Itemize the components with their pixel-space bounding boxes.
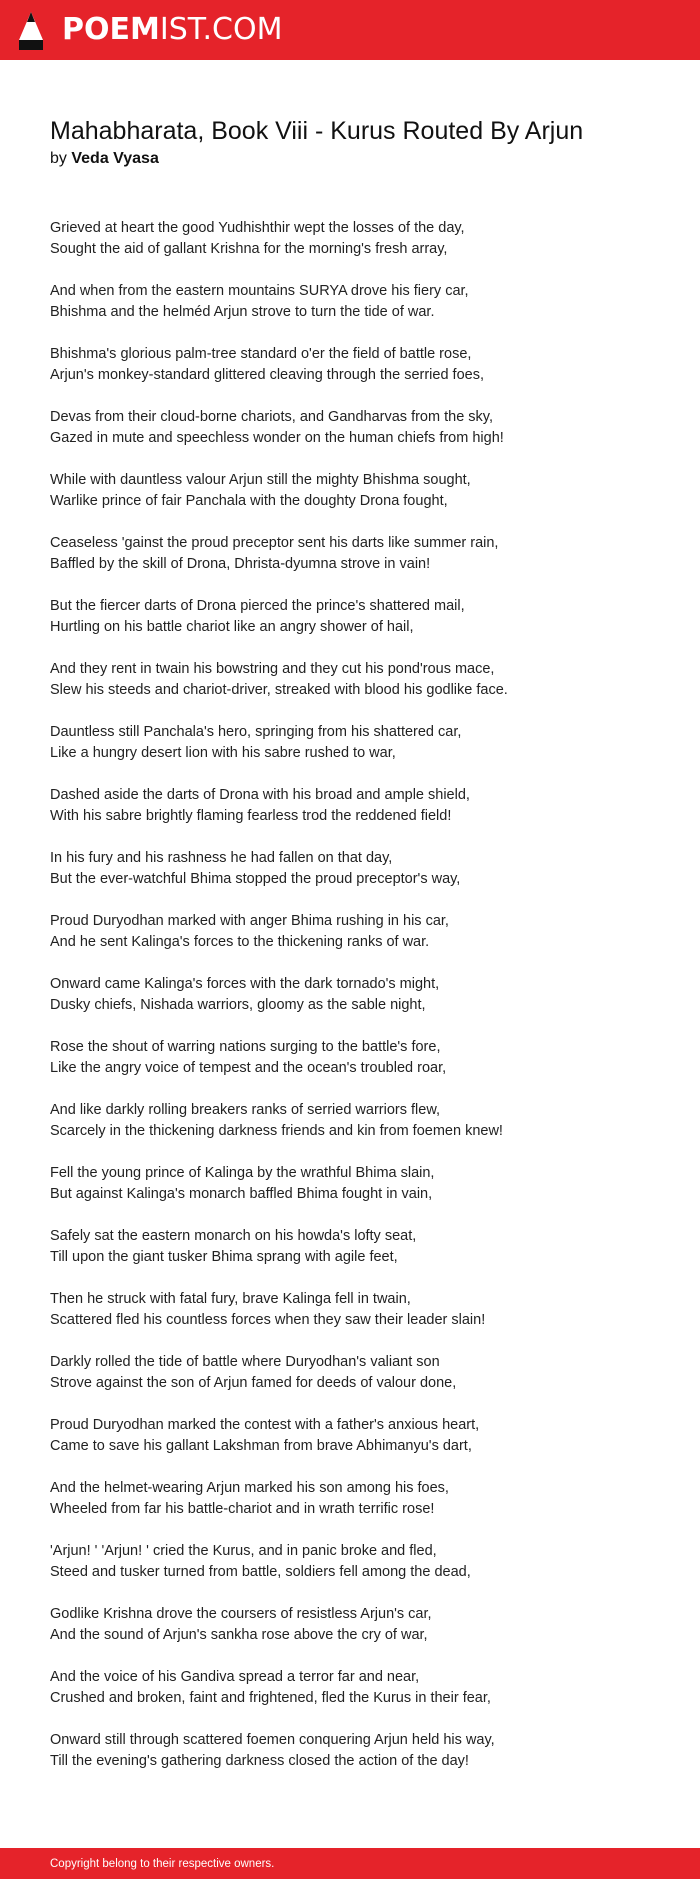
logo-light-text: IST.COM	[159, 12, 283, 47]
poem-line: Devas from their cloud-borne chariots, and Gandharvas from the sky,	[50, 409, 493, 425]
site-header	[0, 0, 700, 60]
poem-line: Godlike Krishna drove the coursers of resistless Arjun's car,	[50, 1606, 432, 1622]
poem-line: Steed and tusker turned from battle, soldiers fell among the dead,	[50, 1564, 471, 1580]
pencil-tip-icon[interactable]	[17, 10, 45, 52]
poem-stanza	[50, 1037, 670, 1079]
site-logo[interactable]	[62, 10, 282, 50]
poem-line: Arjun's monkey-standard glittered cleaving through the serried foes,	[50, 367, 484, 383]
poem-line: Onward came Kalinga's forces with the dark tornado's might,	[50, 976, 440, 992]
poem-line: And he sent Kalinga's forces to the thickening ranks of war.	[50, 934, 430, 950]
poem-line: Dusky chiefs, Nishada warriors, gloomy as the sable night,	[50, 997, 426, 1013]
poem-line: Fell the young prince of Kalinga by the wrathful Bhima slain,	[50, 1165, 435, 1181]
poem-line: And the sound of Arjun's sankha rose above the cry of war,	[50, 1627, 428, 1643]
poem-line: But against Kalinga's monarch baffled Bhima fought in vain,	[50, 1186, 433, 1202]
poem-line: Onward still through scattered foemen conquering Arjun held his way,	[50, 1732, 495, 1748]
poem-line: Bhishma's glorious palm-tree standard o'er the field of battle rose,	[50, 346, 472, 362]
poem-line: But the fiercer darts of Drona pierced the prince's shattered mail,	[50, 598, 465, 614]
poem-author[interactable]: Veda Vyasa	[71, 150, 159, 167]
poem-line: Rose the shout of warring nations surging to the battle's fore,	[50, 1039, 441, 1055]
poem-line: Came to save his gallant Lakshman from brave Abhimanyu's dart,	[50, 1438, 472, 1454]
poem-body	[50, 218, 670, 1793]
by-prefix: by	[50, 150, 67, 167]
poem-line: Gazed in mute and speechless wonder on the human chiefs from high!	[50, 430, 504, 446]
poem-line: Strove against the son of Arjun famed for deeds of valour done,	[50, 1375, 457, 1391]
poem-line: Slew his steeds and chariot-driver, streaked with blood his godlike face.	[50, 682, 508, 698]
poem-line: Like the angry voice of tempest and the ocean's troubled roar,	[50, 1060, 447, 1076]
poem-line: Proud Duryodhan marked with anger Bhima rushing in his car,	[50, 913, 449, 929]
poem-stanza	[50, 1667, 670, 1709]
poem-line: And they rent in twain his bowstring and they cut his pond'rous mace,	[50, 661, 495, 677]
poem-stanza	[50, 1226, 670, 1268]
poem-line: Dauntless still Panchala's hero, springing from his shattered car,	[50, 724, 462, 740]
poem-title: Mahabharata, Book Viii - Kurus Routed By Arjun	[50, 117, 584, 145]
poem-line: In his fury and his rashness he had fallen on that day,	[50, 850, 393, 866]
poem-stanza	[50, 1163, 670, 1205]
poem-line: 'Arjun! ' 'Arjun! ' cried the Kurus, and in panic broke and fled,	[50, 1543, 437, 1559]
poem-line: While with dauntless valour Arjun still the mighty Bhishma sought,	[50, 472, 471, 488]
poem-stanza	[50, 785, 670, 827]
poem-line: Scarcely in the thickening darkness friends and kin from foemen knew!	[50, 1123, 503, 1139]
poem-line: But the ever-watchful Bhima stopped the proud preceptor's way,	[50, 871, 461, 887]
site-footer	[0, 1848, 700, 1879]
poem-stanza	[50, 659, 670, 701]
poem-line: Till upon the giant tusker Bhima sprang with agile feet,	[50, 1249, 398, 1265]
poem-stanza	[50, 533, 670, 575]
poem-line: Crushed and broken, faint and frightened, fled the Kurus in their fear,	[50, 1690, 491, 1706]
poem-line: And the voice of his Gandiva spread a terror far and near,	[50, 1669, 420, 1685]
poem-line: And like darkly rolling breakers ranks of serried warriors flew,	[50, 1102, 441, 1118]
poem-stanza	[50, 1730, 670, 1772]
poem-line: Warlike prince of fair Panchala with the doughty Drona fought,	[50, 493, 448, 509]
poem-stanza	[50, 596, 670, 638]
copyright-notice: Copyright belong to their respective owners.	[50, 1858, 275, 1870]
poem-stanza	[50, 848, 670, 890]
poem-line: Dashed aside the darts of Drona with his broad and ample shield,	[50, 787, 470, 803]
poem-line: Hurtling on his battle chariot like an angry shower of hail,	[50, 619, 414, 635]
poem-stanza	[50, 218, 670, 260]
poem-stanza	[50, 911, 670, 953]
poem-line: Sought the aid of gallant Krishna for the morning's fresh array,	[50, 241, 448, 257]
poem-line: With his sabre brightly flaming fearless trod the reddened field!	[50, 808, 452, 824]
poem-line: Proud Duryodhan marked the contest with a father's anxious heart,	[50, 1417, 480, 1433]
poem-line: Ceaseless 'gainst the proud preceptor sent his darts like summer rain,	[50, 535, 499, 551]
poem-line: Baffled by the skill of Drona, Dhrista-dyumna strove in vain!	[50, 556, 431, 572]
poem-line: And when from the eastern mountains SURYA drove his fiery car,	[50, 283, 469, 299]
poem-stanza	[50, 1478, 670, 1520]
poem-stanza	[50, 1100, 670, 1142]
poem-stanza	[50, 1415, 670, 1457]
poem-line: Scattered fled his countless forces when they saw their leader slain!	[50, 1312, 486, 1328]
poem-stanza	[50, 281, 670, 323]
poem-line: Wheeled from far his battle-chariot and in wrath terrific rose!	[50, 1501, 435, 1517]
poem-stanza	[50, 1541, 670, 1583]
logo-bold-text: POEM	[62, 12, 160, 47]
poem-stanza	[50, 407, 670, 449]
poem-stanza	[50, 470, 670, 512]
poem-stanza	[50, 722, 670, 764]
poem-line: Then he struck with fatal fury, brave Kalinga fell in twain,	[50, 1291, 411, 1307]
poem-line: Till the evening's gathering darkness closed the action of the day!	[50, 1753, 469, 1769]
poem-line: And the helmet-wearing Arjun marked his son among his foes,	[50, 1480, 449, 1496]
poem-line: Bhishma and the helméd Arjun strove to turn the tide of war.	[50, 304, 435, 320]
poem-stanza	[50, 1289, 670, 1331]
poem-byline	[50, 148, 159, 170]
poem-stanza	[50, 974, 670, 1016]
poem-line: Darkly rolled the tide of battle where Duryodhan's valiant son	[50, 1354, 440, 1370]
poem-stanza	[50, 1604, 670, 1646]
poem-line: Like a hungry desert lion with his sabre rushed to war,	[50, 745, 396, 761]
poem-stanza	[50, 1352, 670, 1394]
poem-line: Safely sat the eastern monarch on his howda's lofty seat,	[50, 1228, 417, 1244]
poem-stanza	[50, 344, 670, 386]
poem-line: Grieved at heart the good Yudhishthir wept the losses of the day,	[50, 220, 465, 236]
